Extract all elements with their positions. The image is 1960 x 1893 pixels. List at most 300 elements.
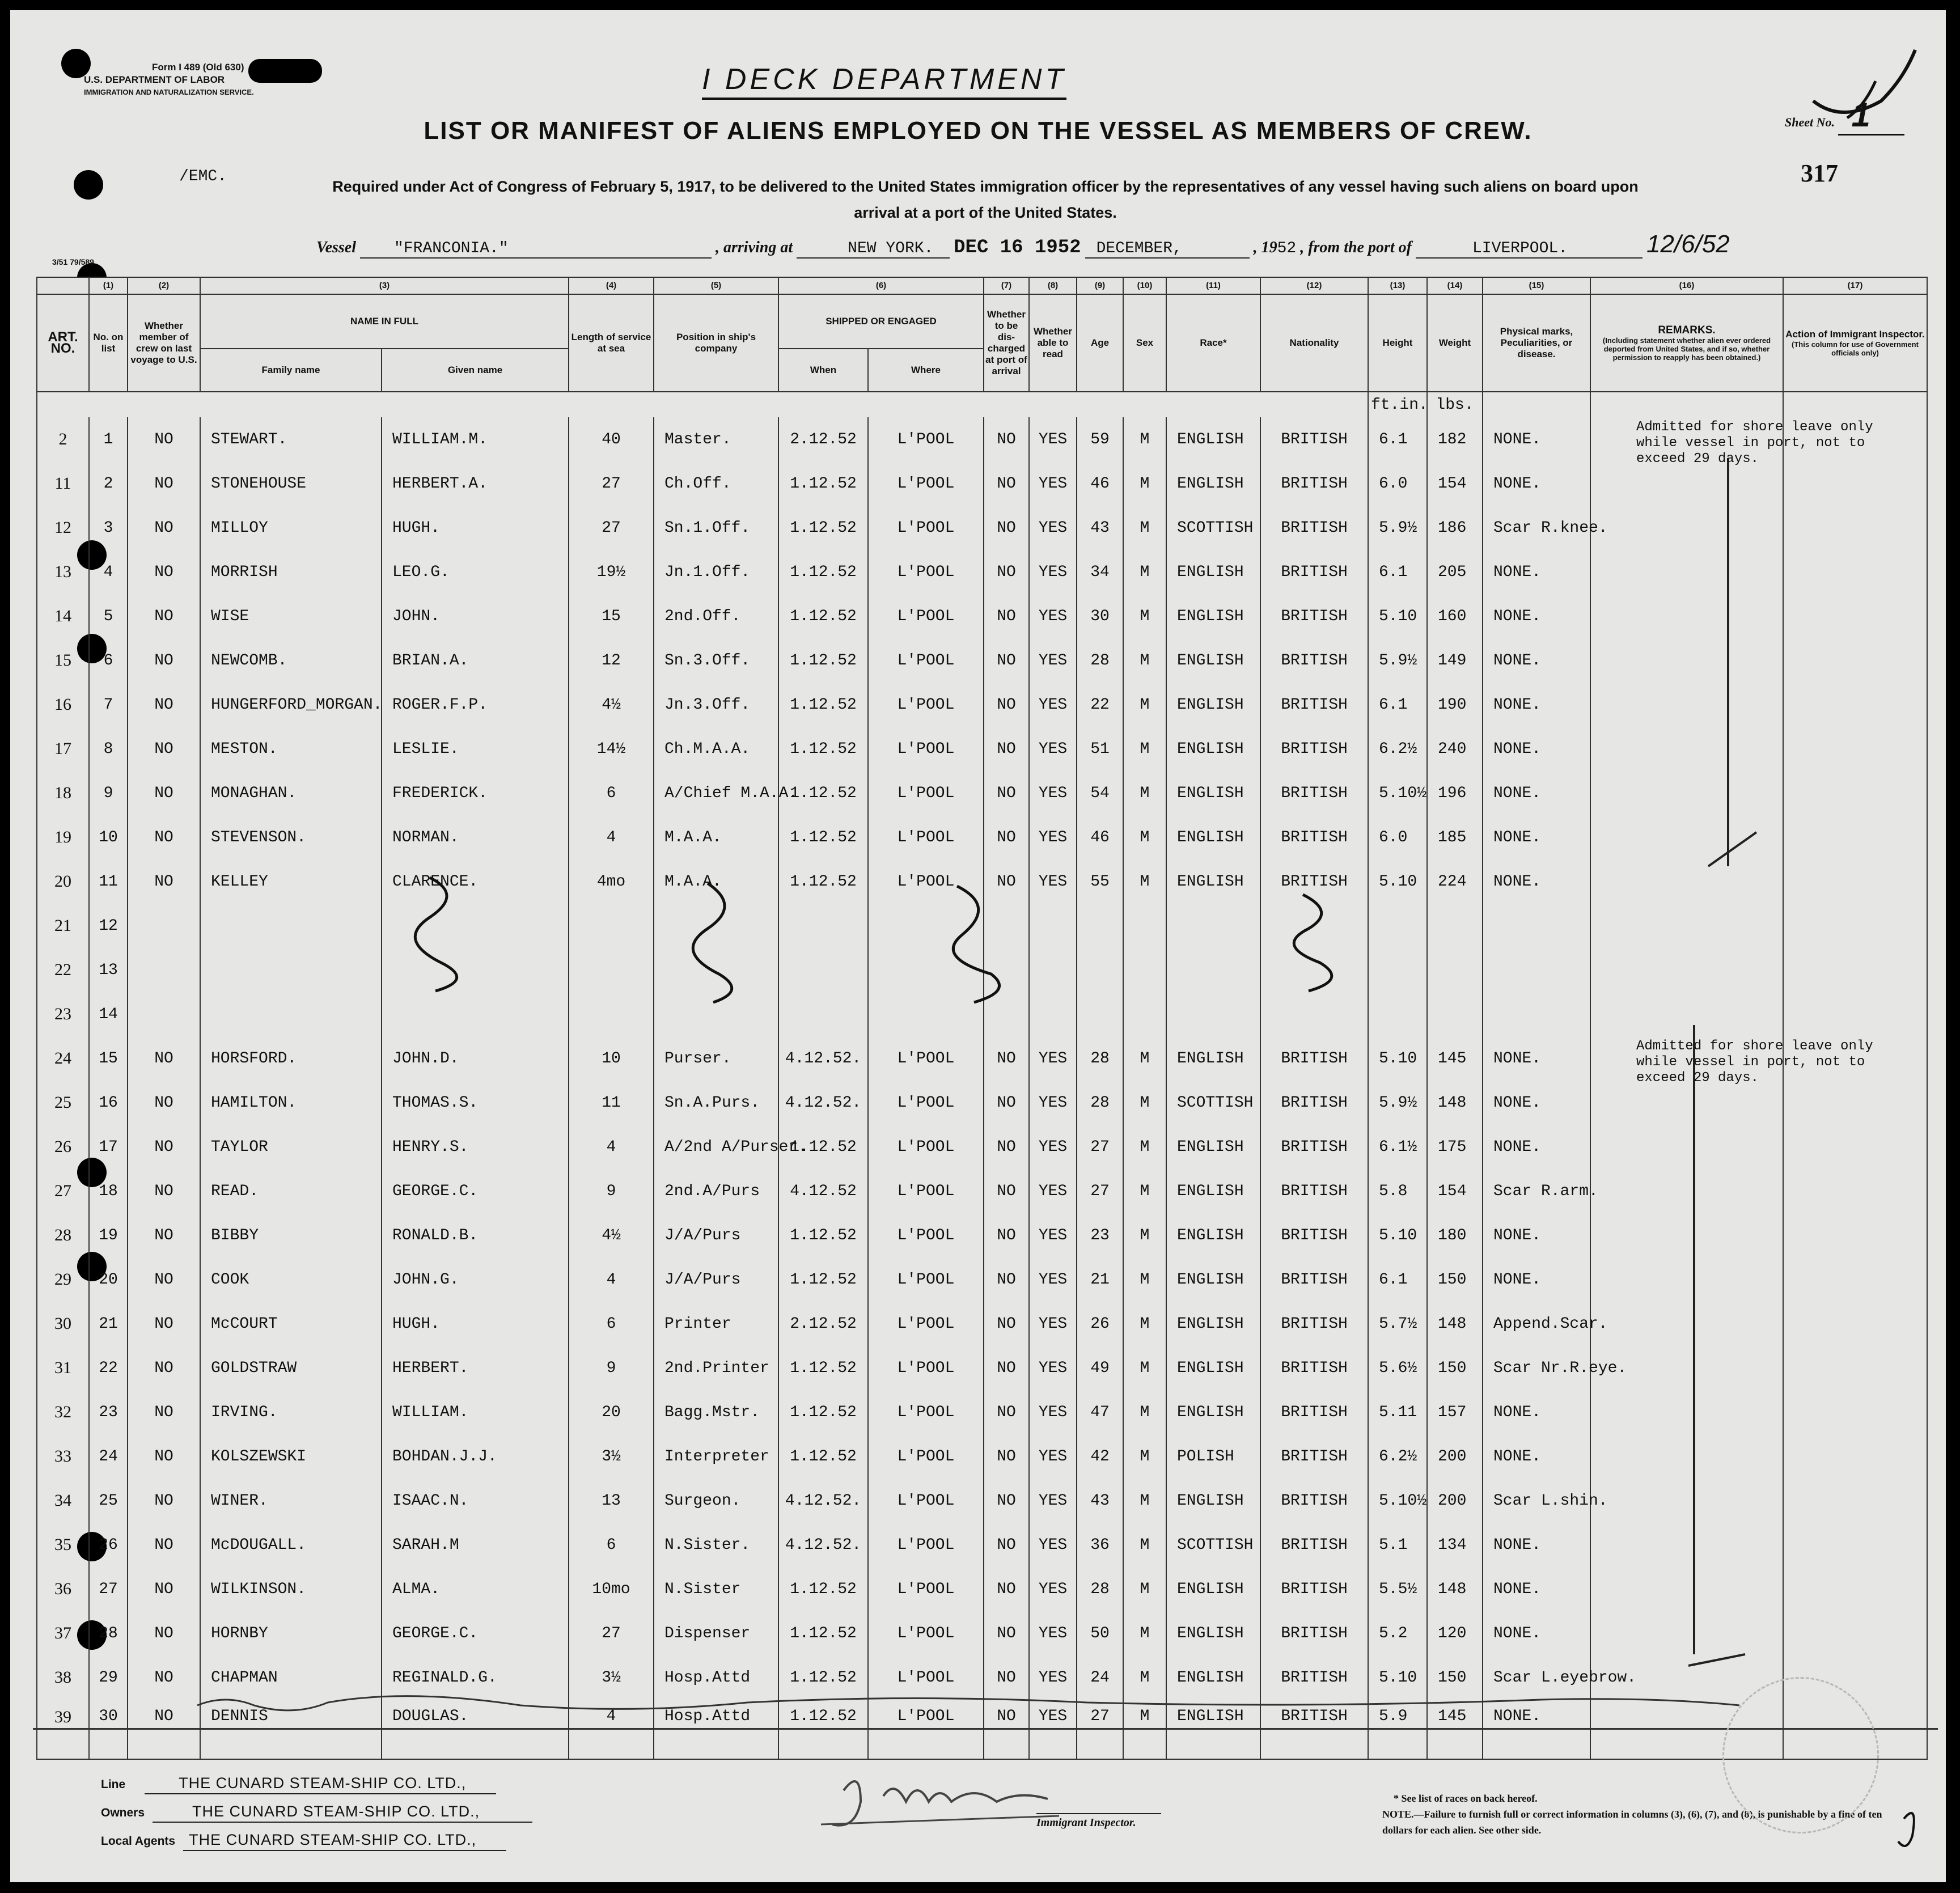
cell-shipped-when: 1.12.52 [778, 1346, 868, 1390]
cell-position: Hosp.Attd [654, 1655, 778, 1700]
cell-discharged: NO [984, 506, 1029, 550]
ditto-line [1708, 832, 1756, 866]
handwritten-department-title: I DECK DEPARTMENT [702, 62, 1066, 100]
cell-age: 28 [1077, 638, 1123, 683]
cell-given-name: JOHN.G. [382, 1257, 569, 1302]
service: IMMIGRATION AND NATURALIZATION SERVICE. [84, 88, 254, 96]
cell-nationality: BRITISH [1260, 550, 1368, 594]
cell-position: Ch.Off. [654, 461, 778, 506]
cell-length-service: 10 [569, 1036, 654, 1081]
cell-prev-voyage: NO [128, 594, 200, 638]
form-code: 3/51 79/589 [52, 257, 94, 266]
cell-discharged: NO [984, 1567, 1029, 1611]
cell-family-name: STEVENSON. [200, 815, 382, 859]
cell-shipped-where: L'POOL [868, 506, 984, 550]
cell-position: Sn.1.Off. [654, 506, 778, 550]
cell-sex: M [1123, 1346, 1166, 1390]
cell-able-to-read: YES [1029, 417, 1077, 461]
cell-able-to-read: YES [1029, 594, 1077, 638]
cell-family-name: HORNBY [200, 1611, 382, 1655]
cell-able-to-read: YES [1029, 1036, 1077, 1081]
header-position: Position in ship's company [654, 294, 778, 392]
cell-able-to-read: YES [1029, 1390, 1077, 1434]
cell-physical-marks: NONE. [1483, 1700, 1590, 1759]
cell-race: ENGLISH [1166, 1302, 1260, 1346]
cell-art-number: 17 [37, 727, 89, 771]
cell-art-number: 34 [37, 1479, 89, 1523]
cell-discharged: NO [984, 1213, 1029, 1257]
cell-prev-voyage: NO [128, 1567, 200, 1611]
inspector-signature [832, 1781, 1048, 1826]
col-number: (7) [984, 277, 1029, 294]
cell-weight: 182 [1427, 417, 1483, 461]
cell-family-name: MORRISH [200, 550, 382, 594]
cell-art-number: 14 [37, 594, 89, 638]
cell-nationality: BRITISH [1260, 1302, 1368, 1346]
cell-prev-voyage: NO [128, 417, 200, 461]
arriving-port: NEW YORK. [797, 240, 950, 259]
cell-length-service: 3½ [569, 1655, 654, 1700]
cell-height: 6.1 [1368, 1257, 1427, 1302]
cell-art-number: 28 [37, 1213, 89, 1257]
cell-shipped-where: L'POOL [868, 1479, 984, 1523]
cell-art-number: 36 [37, 1567, 89, 1611]
cell-physical-marks: NONE. [1483, 1213, 1590, 1257]
cell-family-name: STONEHOUSE [200, 461, 382, 506]
cell-list-number: 5 [89, 594, 128, 638]
cell-height: 6.1 [1368, 683, 1427, 727]
cell-art-number: 25 [37, 1081, 89, 1125]
cell-discharged: NO [984, 1479, 1029, 1523]
cell-art-number: 33 [37, 1434, 89, 1479]
cell-prev-voyage: NO [128, 1346, 200, 1390]
cell-prev-voyage: NO [128, 1611, 200, 1655]
cell-shipped-when: 4.12.52. [778, 1036, 868, 1081]
cell-physical-marks: NONE. [1483, 1611, 1590, 1655]
cell-list-number: 6 [89, 638, 128, 683]
cell-family-name: KOLSZEWSKI [200, 1434, 382, 1479]
cell-weight: 185 [1427, 815, 1483, 859]
cell-age: 26 [1077, 1302, 1123, 1346]
cell-physical-marks: Scar R.arm. [1483, 1169, 1590, 1213]
col-number: (3) [200, 277, 569, 294]
cell-family-name: HAMILTON. [200, 1081, 382, 1125]
cell-age: 49 [1077, 1346, 1123, 1390]
cell-shipped-where: L'POOL [868, 1655, 984, 1700]
cell-family-name: McCOURT [200, 1302, 382, 1346]
cell-given-name: ISAAC.N. [382, 1479, 569, 1523]
cell-discharged: NO [984, 638, 1029, 683]
col-number: (6) [778, 277, 984, 294]
cell-prev-voyage: NO [128, 1655, 200, 1700]
cell-prev-voyage: NO [128, 1434, 200, 1479]
cell-sex: M [1123, 1611, 1166, 1655]
cell-length-service: 9 [569, 1346, 654, 1390]
cell-shipped-when: 1.12.52 [778, 1390, 868, 1434]
cell-given-name: CLARENCE. [382, 859, 569, 904]
cell-weight: 150 [1427, 1257, 1483, 1302]
cell-given-name: NORMAN. [382, 815, 569, 859]
cell-physical-marks: NONE. [1483, 461, 1590, 506]
cell-family-name: GOLDSTRAW [200, 1346, 382, 1390]
cell-shipped-when: 1.12.52 [778, 461, 868, 506]
cell-race: ENGLISH [1166, 1169, 1260, 1213]
cell-list-number: 23 [89, 1390, 128, 1434]
cell-shipped-where: L'POOL [868, 638, 984, 683]
cell-height: 5.10 [1368, 1655, 1427, 1700]
cell-shipped-where: L'POOL [868, 1257, 984, 1302]
emc-code: /EMC. [179, 168, 227, 185]
cell-shipped-when: 1.12.52 [778, 1611, 868, 1655]
cell-nationality: BRITISH [1260, 461, 1368, 506]
cell-sex: M [1123, 683, 1166, 727]
cell-list-number: 21 [89, 1302, 128, 1346]
cell-length-service: 27 [569, 1611, 654, 1655]
cell-weight: 240 [1427, 727, 1483, 771]
cell-race: ENGLISH [1166, 771, 1260, 815]
cell-given-name: HUGH. [382, 1302, 569, 1346]
inspector-label: Immigrant Inspector. [1036, 1813, 1161, 1830]
cell-art-number: 24 [37, 1036, 89, 1081]
cell-height: 6.2½ [1368, 727, 1427, 771]
cell-race: POLISH [1166, 1434, 1260, 1479]
cell-prev-voyage: NO [128, 1125, 200, 1169]
cell-nationality: BRITISH [1260, 417, 1368, 461]
cell-able-to-read: YES [1029, 1302, 1077, 1346]
cell-list-number: 7 [89, 683, 128, 727]
cell-position: A/Chief M.A.A. [654, 771, 778, 815]
weight-units: lbs. [1427, 392, 1483, 417]
cell-given-name: HERBERT.A. [382, 461, 569, 506]
cell-physical-marks: NONE. [1483, 1036, 1590, 1081]
cell-race: ENGLISH [1166, 461, 1260, 506]
header-shipped: SHIPPED OR ENGAGED [778, 294, 984, 349]
header-art-no: ART. NO. [37, 294, 89, 392]
cell-able-to-read: YES [1029, 771, 1077, 815]
cell-weight: 148 [1427, 1302, 1483, 1346]
cell-length-service: 27 [569, 461, 654, 506]
vessel-name: "FRANCONIA." [360, 240, 712, 259]
manifest-sheet [10, 10, 1946, 1882]
cell-position: Hosp.Attd [654, 1700, 778, 1759]
cell-age: 50 [1077, 1611, 1123, 1655]
date-stamp: DEC 16 1952 [954, 237, 1081, 259]
cell-race: ENGLISH [1166, 1036, 1260, 1081]
cell-race: ENGLISH [1166, 1700, 1260, 1759]
cell-list-number: 14 [89, 992, 128, 1036]
cell-given-name: ALMA. [382, 1567, 569, 1611]
cell-discharged: NO [984, 1655, 1029, 1700]
cell-race: ENGLISH [1166, 550, 1260, 594]
col-number: (16) [1590, 277, 1783, 294]
cell-shipped-when: 4.12.52. [778, 1479, 868, 1523]
cell-race: ENGLISH [1166, 1257, 1260, 1302]
cell-given-name: DOUGLAS. [382, 1700, 569, 1759]
cell-able-to-read: YES [1029, 1655, 1077, 1700]
cell-sex: M [1123, 1081, 1166, 1125]
cell-discharged: NO [984, 859, 1029, 904]
cell-physical-marks: NONE. [1483, 815, 1590, 859]
cell-shipped-where: L'POOL [868, 1169, 984, 1213]
cell-weight: 148 [1427, 1081, 1483, 1125]
cell-race: ENGLISH [1166, 594, 1260, 638]
cell-nationality: BRITISH [1260, 771, 1368, 815]
col-number: (15) [1483, 277, 1590, 294]
cell-height: 6.1½ [1368, 1125, 1427, 1169]
cell-race: ENGLISH [1166, 1346, 1260, 1390]
cell-shipped-where: L'POOL [868, 1567, 984, 1611]
cell-weight: 149 [1427, 638, 1483, 683]
cell-family-name: MESTON. [200, 727, 382, 771]
cell-prev-voyage: NO [128, 771, 200, 815]
cell-shipped-where: L'POOL [868, 1302, 984, 1346]
cell-given-name: REGINALD.G. [382, 1655, 569, 1700]
cell-family-name: WISE [200, 594, 382, 638]
col-number: (2) [128, 277, 200, 294]
cell-weight: 180 [1427, 1213, 1483, 1257]
cell-weight: 120 [1427, 1611, 1483, 1655]
cell-shipped-where: L'POOL [868, 771, 984, 815]
closing-wavy-line [197, 1696, 1739, 1710]
cell-list-number: 30 [89, 1700, 128, 1759]
cell-able-to-read: YES [1029, 1479, 1077, 1523]
cell-nationality: BRITISH [1260, 1257, 1368, 1302]
cell-prev-voyage: NO [128, 1081, 200, 1125]
cell-list-number: 16 [89, 1081, 128, 1125]
cell-shipped-when: 4.12.52. [778, 1523, 868, 1567]
cell-position: J/A/Purs [654, 1213, 778, 1257]
cell-race: ENGLISH [1166, 1390, 1260, 1434]
cell-height: 5.2 [1368, 1611, 1427, 1655]
cell-position: 2nd.A/Purs [654, 1169, 778, 1213]
header-when: When [778, 349, 868, 392]
cell-shipped-where: L'POOL [868, 461, 984, 506]
cell-able-to-read: YES [1029, 638, 1077, 683]
cell-position: Jn.3.Off. [654, 683, 778, 727]
cell-able-to-read: YES [1029, 1169, 1077, 1213]
cell-age: 34 [1077, 550, 1123, 594]
cell-family-name: WILKINSON. [200, 1567, 382, 1611]
cell-sex: M [1123, 1036, 1166, 1081]
cell-shipped-when: 2.12.52 [778, 1302, 868, 1346]
sheet-label: Sheet No. [1785, 115, 1835, 129]
cell-family-name: MILLOY [200, 506, 382, 550]
cell-nationality: BRITISH [1260, 1655, 1368, 1700]
cell-weight: 200 [1427, 1434, 1483, 1479]
cell-given-name: JOHN. [382, 594, 569, 638]
cell-discharged: NO [984, 1611, 1029, 1655]
cell-family-name: WINER. [200, 1479, 382, 1523]
header-where: Where [868, 349, 984, 392]
department: U.S. DEPARTMENT OF LABOR [84, 74, 225, 85]
cell-position: 2nd.Printer [654, 1346, 778, 1390]
cell-given-name: HENRY.S. [382, 1125, 569, 1169]
cell-physical-marks: NONE. [1483, 550, 1590, 594]
cell-art-number: 30 [37, 1302, 89, 1346]
cell-length-service: 4mo [569, 859, 654, 904]
cell-list-number: 2 [89, 461, 128, 506]
cell-prev-voyage: NO [128, 1257, 200, 1302]
cell-prev-voyage: NO [128, 1169, 200, 1213]
cell-age: 27 [1077, 1700, 1123, 1759]
cell-nationality: BRITISH [1260, 1081, 1368, 1125]
form-number: Form I 489 (Old 630) [152, 62, 244, 73]
cell-length-service: 3½ [569, 1434, 654, 1479]
cell-able-to-read: YES [1029, 1257, 1077, 1302]
cell-position: Master. [654, 417, 778, 461]
cell-sex: M [1123, 1390, 1166, 1434]
cell-family-name: CHAPMAN [200, 1655, 382, 1700]
cell-prev-voyage: NO [128, 859, 200, 904]
cell-sex: M [1123, 1213, 1166, 1257]
cell-shipped-when: 1.12.52 [778, 859, 868, 904]
cell-discharged: NO [984, 1434, 1029, 1479]
page-subtitle: Required under Act of Congress of February 5, 1917, to be delivered to the United States immigration officer by the representatives of any vessel having such aliens on board upon arrival at a port of the United States. [332, 178, 1639, 221]
cell-family-name: TAYLOR [200, 1125, 382, 1169]
cell-sex: M [1123, 1479, 1166, 1523]
cell-age: 46 [1077, 815, 1123, 859]
cell-discharged: NO [984, 727, 1029, 771]
cell-able-to-read: YES [1029, 506, 1077, 550]
cell-prev-voyage: NO [128, 1213, 200, 1257]
cell-weight: 145 [1427, 1700, 1483, 1759]
cell-given-name: SARAH.M [382, 1523, 569, 1567]
cell-height: 5.9 [1368, 1700, 1427, 1759]
cell-physical-marks: NONE. [1483, 1523, 1590, 1567]
cell-position: M.A.A. [654, 859, 778, 904]
cell-physical-marks: NONE. [1483, 1434, 1590, 1479]
page-title: LIST OR MANIFEST OF ALIENS EMPLOYED ON THE VESSEL AS MEMBERS OF CREW. [424, 117, 1533, 145]
cell-weight: 160 [1427, 594, 1483, 638]
cell-age: 30 [1077, 594, 1123, 638]
cell-position: J/A/Purs [654, 1257, 778, 1302]
cell-race: ENGLISH [1166, 1655, 1260, 1700]
cell-age: 47 [1077, 1390, 1123, 1434]
cell-physical-marks: NONE. [1483, 1081, 1590, 1125]
cell-able-to-read: YES [1029, 727, 1077, 771]
cell-shipped-when: 1.12.52 [778, 638, 868, 683]
cell-physical-marks: NONE. [1483, 417, 1590, 461]
cell-weight: 196 [1427, 771, 1483, 815]
cell-height: 5.5½ [1368, 1567, 1427, 1611]
scribble-mark [953, 886, 999, 1002]
cell-length-service: 9 [569, 1169, 654, 1213]
cell-list-number: 25 [89, 1479, 128, 1523]
cell-shipped-when: 1.12.52 [778, 1257, 868, 1302]
cell-discharged: NO [984, 1257, 1029, 1302]
cell-discharged: NO [984, 1169, 1029, 1213]
cell-race: ENGLISH [1166, 1611, 1260, 1655]
cell-race: ENGLISH [1166, 815, 1260, 859]
cell-physical-marks: NONE. [1483, 859, 1590, 904]
handwriting-overlay [10, 10, 1946, 1882]
cell-prev-voyage: NO [128, 1479, 200, 1523]
cell-physical-marks: Scar L.shin. [1483, 1479, 1590, 1523]
cell-position: Bagg.Mstr. [654, 1390, 778, 1434]
cell-prev-voyage: NO [128, 1700, 200, 1759]
cell-nationality: BRITISH [1260, 815, 1368, 859]
cell-height: 5.9½ [1368, 506, 1427, 550]
col-number: (13) [1368, 277, 1427, 294]
cell-art-number: 37 [37, 1611, 89, 1655]
cell-art-number: 2 [37, 417, 89, 461]
cell-nationality: BRITISH [1260, 594, 1368, 638]
cell-art-number: 26 [37, 1125, 89, 1169]
cell-discharged: NO [984, 1302, 1029, 1346]
cell-weight: 190 [1427, 683, 1483, 727]
cell-family-name: HORSFORD. [200, 1036, 382, 1081]
cell-position: Ch.M.A.A. [654, 727, 778, 771]
cell-list-number: 10 [89, 815, 128, 859]
cell-length-service: 27 [569, 506, 654, 550]
cell-weight: 154 [1427, 461, 1483, 506]
header-physical-marks: Physical marks, Peculiarities, or disease. [1483, 294, 1590, 392]
cell-age: 55 [1077, 859, 1123, 904]
cell-shipped-when: 1.12.52 [778, 1700, 868, 1759]
arrival-month: DECEMBER, [1085, 240, 1250, 259]
year-suffix: 52 [1277, 240, 1297, 257]
cell-position: Purser. [654, 1036, 778, 1081]
cell-age: 42 [1077, 1434, 1123, 1479]
cell-list-number: 28 [89, 1611, 128, 1655]
cell-age: 27 [1077, 1125, 1123, 1169]
col-number: (5) [654, 277, 778, 294]
cell-shipped-where: L'POOL [868, 1346, 984, 1390]
cell-weight: 150 [1427, 1655, 1483, 1700]
cell-race: ENGLISH [1166, 417, 1260, 461]
cell-height: 5.10 [1368, 1213, 1427, 1257]
cell-given-name: BRIAN.A. [382, 638, 569, 683]
cell-position: M.A.A. [654, 815, 778, 859]
cell-nationality: BRITISH [1260, 1434, 1368, 1479]
cell-prev-voyage: NO [128, 1390, 200, 1434]
cell-age: 24 [1077, 1655, 1123, 1700]
cell-weight: 224 [1427, 859, 1483, 904]
cell-nationality: BRITISH [1260, 1700, 1368, 1759]
cell-list-number: 15 [89, 1036, 128, 1081]
cell-length-service: 19½ [569, 550, 654, 594]
cell-physical-marks: NONE. [1483, 638, 1590, 683]
cell-nationality: BRITISH [1260, 683, 1368, 727]
col-number: (12) [1260, 277, 1368, 294]
cell-weight: 175 [1427, 1125, 1483, 1169]
cell-position: Sn.3.Off. [654, 638, 778, 683]
cell-prev-voyage: NO [128, 815, 200, 859]
cell-prev-voyage: NO [128, 1523, 200, 1567]
cell-able-to-read: YES [1029, 815, 1077, 859]
cell-weight: 200 [1427, 1479, 1483, 1523]
header-height: Height [1368, 294, 1427, 392]
cell-age: 22 [1077, 683, 1123, 727]
cell-shipped-when: 1.12.52 [778, 815, 868, 859]
cell-length-service: 40 [569, 417, 654, 461]
cell-sex: M [1123, 550, 1166, 594]
cell-art-number: 19 [37, 815, 89, 859]
cell-sex: M [1123, 1523, 1166, 1567]
cell-prev-voyage: NO [128, 1036, 200, 1081]
cell-shipped-when: 1.12.52 [778, 771, 868, 815]
cell-age: 46 [1077, 461, 1123, 506]
cell-position: A/2nd A/Purser. [654, 1125, 778, 1169]
cell-length-service: 4½ [569, 1213, 654, 1257]
cell-prev-voyage: NO [128, 638, 200, 683]
cell-length-service: 12 [569, 638, 654, 683]
cell-weight: 154 [1427, 1169, 1483, 1213]
cell-shipped-where: L'POOL [868, 859, 984, 904]
cell-height: 6.1 [1368, 417, 1427, 461]
cell-age: 36 [1077, 1523, 1123, 1567]
remarks-title: REMARKS. [1658, 324, 1716, 336]
